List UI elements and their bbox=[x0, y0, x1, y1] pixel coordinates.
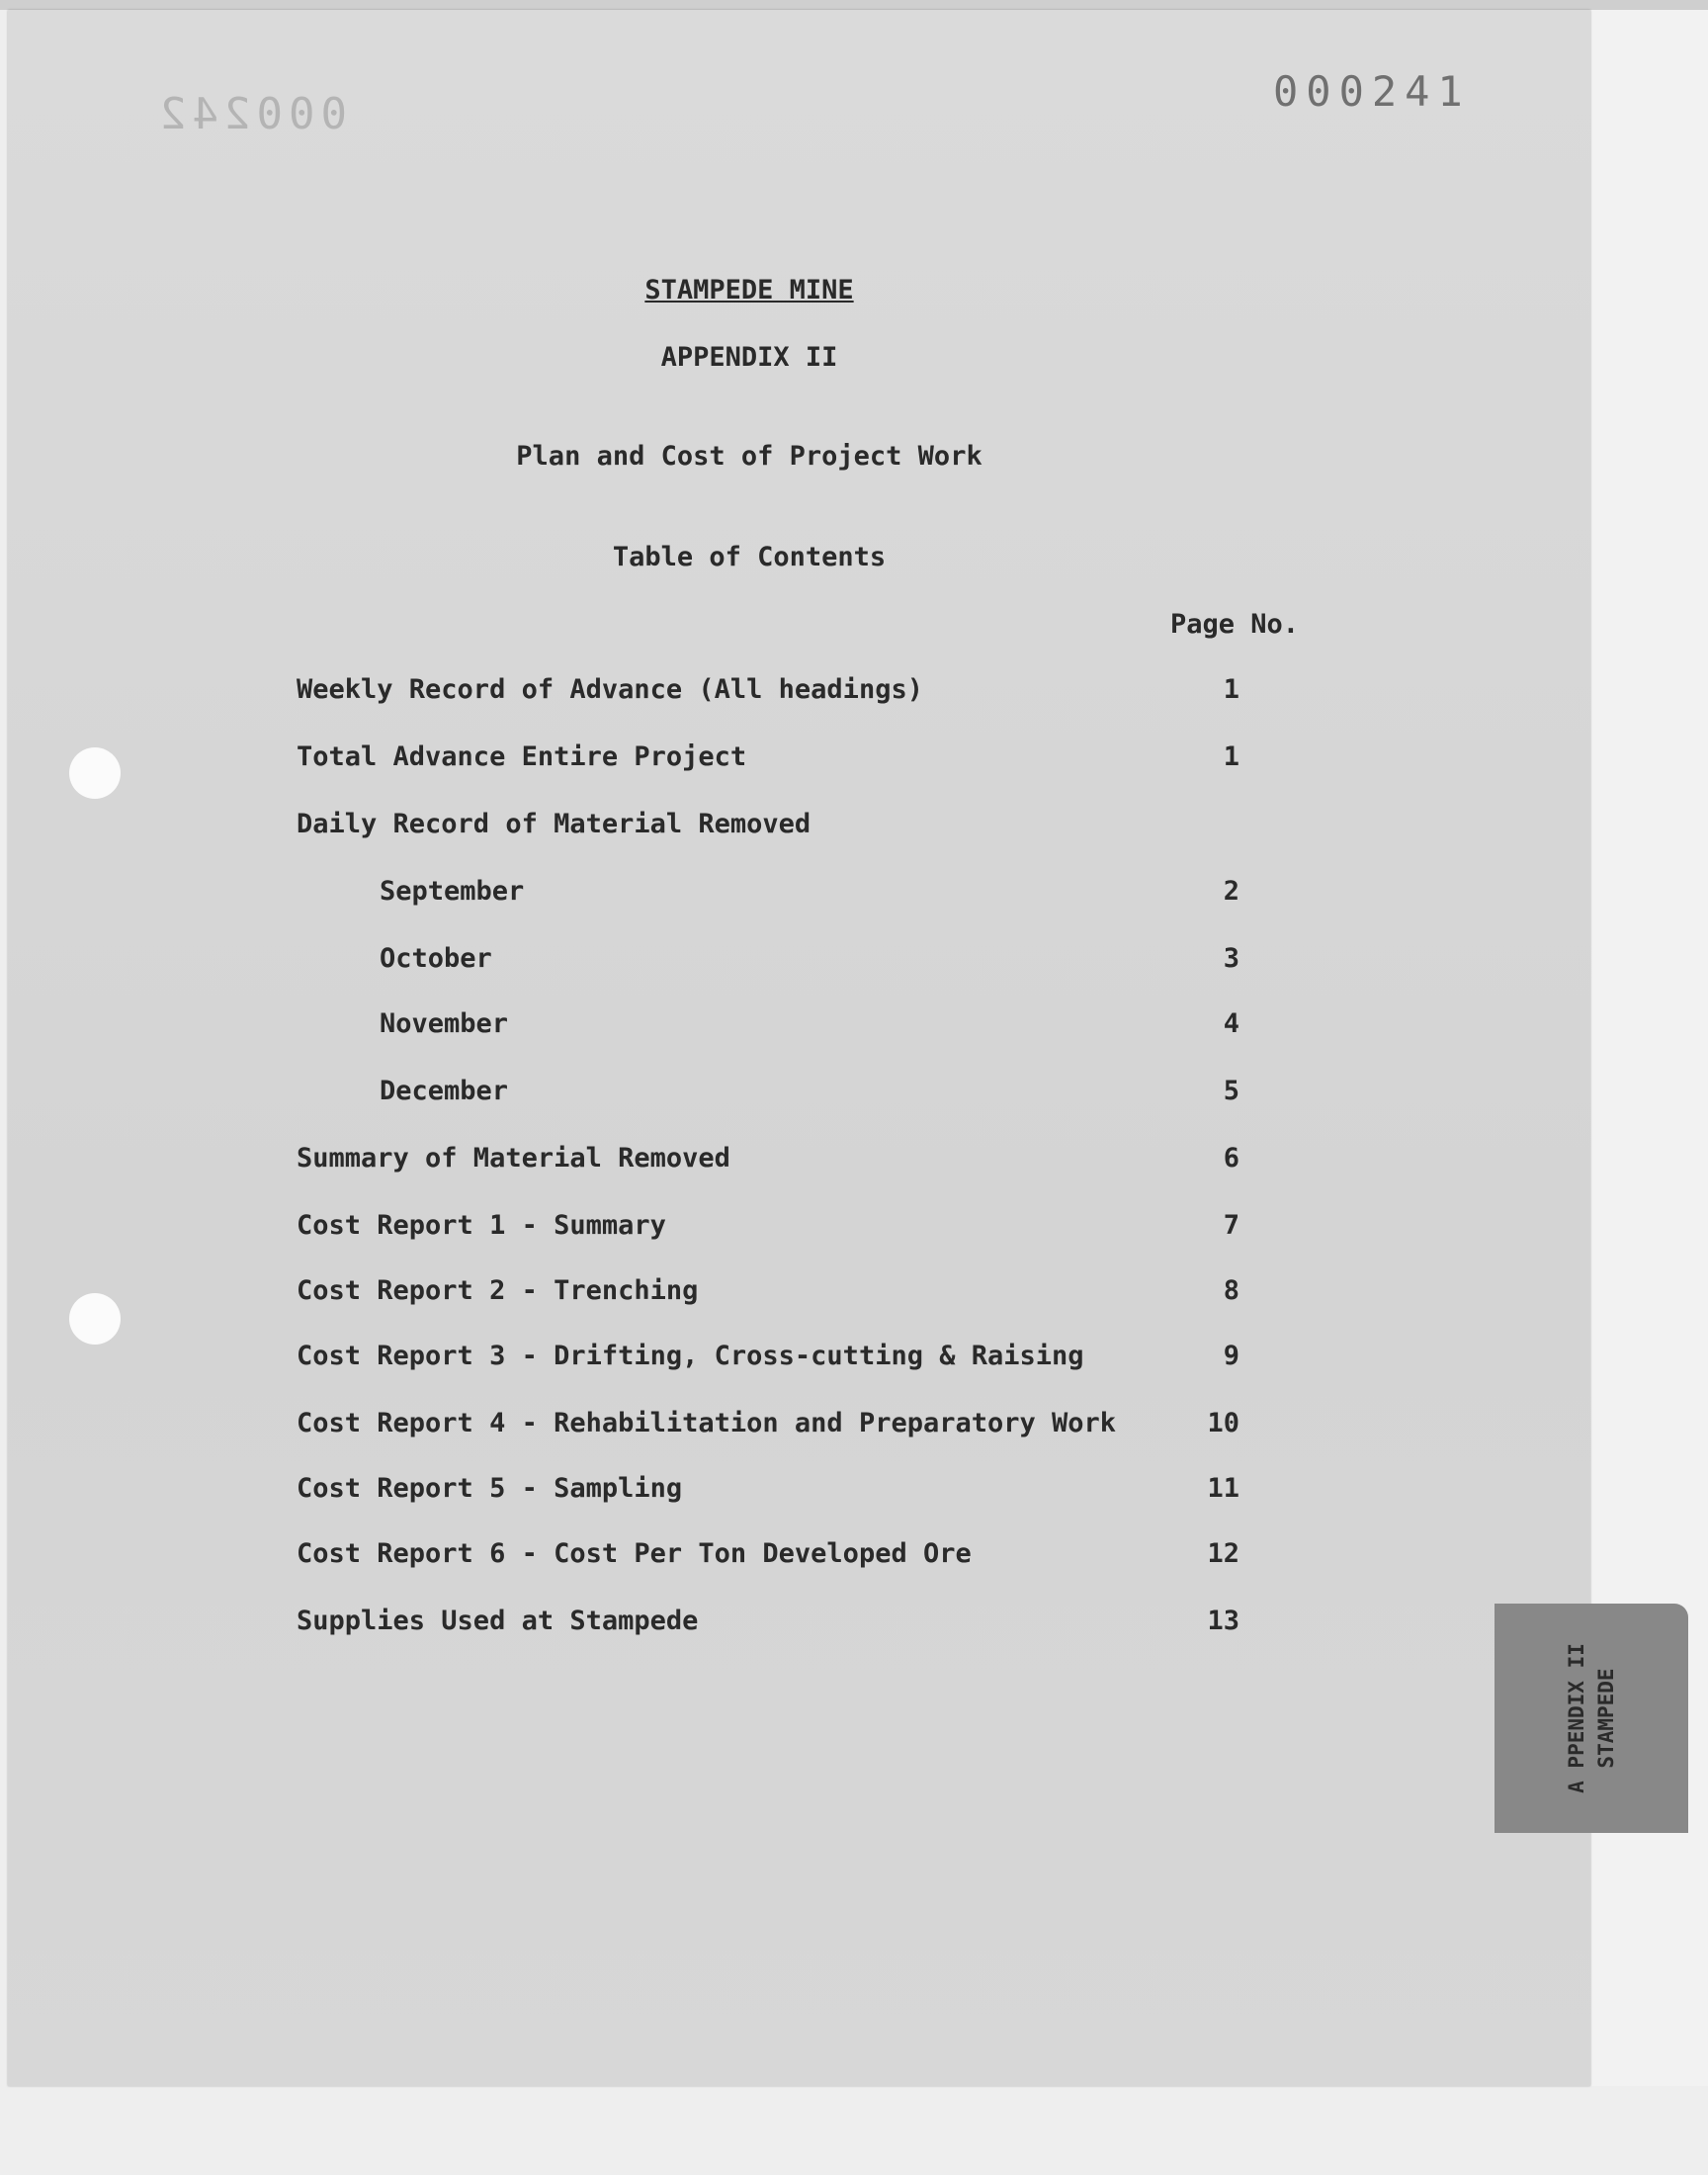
toc-entry-label: Cost Report 4 - Rehabilitation and Preparatory Work bbox=[297, 1408, 1117, 1438]
toc-entry-page: 1 bbox=[1223, 741, 1239, 772]
toc-row bbox=[8, 1275, 1293, 1315]
scan-edge bbox=[0, 0, 1708, 10]
page-no-column-heading: Page No. bbox=[1170, 609, 1300, 640]
document-page bbox=[8, 10, 1590, 2086]
toc-row bbox=[8, 1076, 1293, 1115]
toc-entry-label: Cost Report 2 - Trenching bbox=[297, 1275, 699, 1306]
toc-entry-label: Daily Record of Material Removed bbox=[297, 809, 811, 839]
index-tab-line-appendix: A PPENDIX II bbox=[1565, 1643, 1588, 1793]
toc-entry-page: 4 bbox=[1223, 1008, 1239, 1039]
toc-entry-label: Weekly Record of Advance (All headings) bbox=[297, 674, 923, 705]
toc-entry-label: Cost Report 5 - Sampling bbox=[297, 1473, 683, 1504]
toc-entry-page: 12 bbox=[1207, 1538, 1239, 1569]
toc-entry-label: Supplies Used at Stampede bbox=[297, 1606, 699, 1636]
toc-entry-label: Cost Report 3 - Drifting, Cross-cutting & Raising bbox=[297, 1341, 1084, 1371]
toc-entry-page: 7 bbox=[1223, 1210, 1239, 1241]
toc-entry-label: October bbox=[380, 943, 492, 974]
toc-row bbox=[8, 1473, 1293, 1513]
toc-entry-page: 5 bbox=[1223, 1076, 1239, 1106]
index-tab-text bbox=[1562, 1643, 1621, 1793]
toc-entry-page: 10 bbox=[1207, 1408, 1239, 1438]
toc-heading: Table of Contents bbox=[612, 542, 887, 572]
toc-entry-page: 3 bbox=[1223, 943, 1239, 974]
toc-row bbox=[8, 741, 1293, 781]
toc-row bbox=[8, 1341, 1293, 1380]
toc-entry-label: Total Advance Entire Project bbox=[297, 741, 747, 772]
page-stamp-number: 000241 bbox=[1273, 67, 1471, 116]
toc-row bbox=[8, 1606, 1293, 1645]
toc-entry-page: 2 bbox=[1223, 876, 1239, 907]
toc-entry-page: 9 bbox=[1223, 1341, 1239, 1371]
toc-row bbox=[8, 1210, 1293, 1250]
toc-row bbox=[8, 809, 1293, 848]
toc-row bbox=[8, 876, 1293, 915]
mirrored-page-stamp: 000242 bbox=[154, 89, 347, 139]
toc-entry-label: December bbox=[380, 1076, 509, 1106]
toc-row bbox=[8, 1408, 1293, 1447]
appendix-heading: APPENDIX II bbox=[660, 342, 838, 373]
toc-entry-page: 11 bbox=[1207, 1473, 1239, 1504]
toc-entry-label: November bbox=[380, 1008, 509, 1039]
toc-row bbox=[8, 1143, 1293, 1182]
toc-row bbox=[8, 943, 1293, 983]
toc-row bbox=[8, 1008, 1293, 1048]
toc-entry-label: Cost Report 6 - Cost Per Ton Developed Ore bbox=[297, 1538, 972, 1569]
toc-entry-label: September bbox=[380, 876, 525, 907]
toc-entry-page: 6 bbox=[1223, 1143, 1239, 1174]
punch-hole bbox=[69, 747, 121, 799]
toc-entry-page: 8 bbox=[1223, 1275, 1239, 1306]
toc-entry-label: Summary of Material Removed bbox=[297, 1143, 730, 1174]
document-title: STAMPEDE MINE bbox=[644, 275, 854, 305]
toc-entry-page: 1 bbox=[1223, 674, 1239, 705]
index-tab bbox=[1494, 1604, 1688, 1833]
toc-row bbox=[8, 674, 1293, 714]
document-subtitle: Plan and Cost of Project Work bbox=[516, 441, 982, 472]
toc-entry-label: Cost Report 1 - Summary bbox=[297, 1210, 666, 1241]
toc-row bbox=[8, 1538, 1293, 1578]
index-tab-line-stampede: STAMPEDE bbox=[1594, 1668, 1618, 1769]
punch-hole bbox=[69, 1293, 121, 1345]
toc-entry-page: 13 bbox=[1207, 1606, 1239, 1636]
